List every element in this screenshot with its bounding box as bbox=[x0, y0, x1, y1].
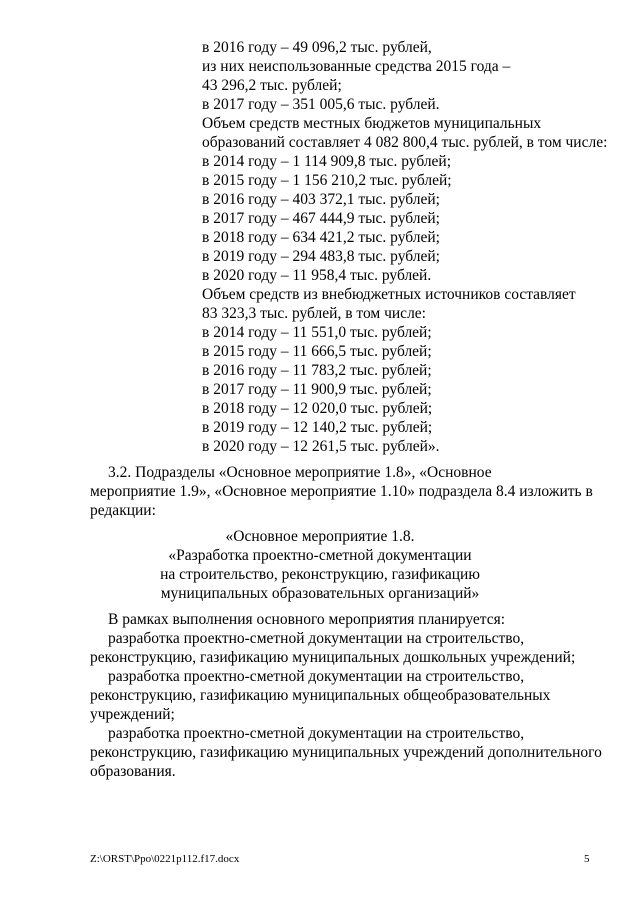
text-line: образований составляет 4 082 800,4 тыс. рублей, в том числе: bbox=[202, 134, 608, 151]
text-line: в 2017 году – 351 005,6 тыс. рублей. bbox=[202, 96, 440, 113]
text-line: в 2018 году – 12 020,0 тыс. рублей; bbox=[202, 400, 433, 417]
text-line: в 2015 году – 1 156 210,2 тыс. рублей; bbox=[202, 172, 452, 189]
text-line: В рамках выполнения основного мероприятия планируется: bbox=[108, 611, 506, 628]
text-line: в 2014 году – 11 551,0 тыс. рублей; bbox=[202, 324, 432, 341]
text-line: реконструкцию, газификацию муниципальных общеобразовательных bbox=[90, 687, 551, 704]
text-line: в 2020 году – 11 958,4 тыс. рублей. bbox=[202, 267, 432, 284]
text-line: разработка проектно-сметной документации на строительство, bbox=[108, 668, 525, 685]
text-line: Объем средств из внебюджетных источников составляет bbox=[202, 286, 576, 303]
text-line: в 2016 году – 49 096,2 тыс. рублей, bbox=[202, 39, 432, 56]
text-line: реконструкцию, газификацию муниципальных учреждений дополнительного bbox=[90, 744, 602, 761]
text-line: образования. bbox=[90, 763, 176, 780]
text-line: в 2016 году – 11 783,2 тыс. рублей; bbox=[202, 362, 432, 379]
text-line: в 2017 году – 11 900,9 тыс. рублей; bbox=[202, 381, 432, 398]
heading-line: на строительство, реконструкцию, газификацию bbox=[160, 566, 480, 583]
text-line: учреждений; bbox=[90, 706, 175, 723]
text-line: 83 323,3 тыс. рублей, в том числе: bbox=[202, 305, 426, 322]
text-line: в 2019 году – 12 140,2 тыс. рублей; bbox=[202, 419, 433, 436]
text-line: в 2019 году – 294 483,8 тыс. рублей; bbox=[202, 248, 440, 265]
text-line: разработка проектно-сметной документации на строительство, bbox=[108, 630, 525, 647]
text-line: мероприятие 1.9», «Основное мероприятие 1.10» подраздела 8.4 изложить в bbox=[90, 483, 593, 500]
page-number: 5 bbox=[584, 853, 590, 865]
footer-file-path: Z:\ORST\Ppo\0221p112.f17.docx bbox=[90, 853, 240, 865]
text-line: реконструкцию, газификацию муниципальных дошкольных учреждений; bbox=[90, 649, 576, 666]
text-line: в 2014 году – 1 114 909,8 тыс. рублей; bbox=[202, 153, 452, 170]
text-line: в 2017 году – 467 444,9 тыс. рублей; bbox=[202, 210, 440, 227]
heading-line: «Основное мероприятие 1.8. bbox=[225, 528, 415, 545]
text-line: в 2020 году – 12 261,5 тыс. рублей». bbox=[202, 438, 440, 455]
text-line: 3.2. Подразделы «Основное мероприятие 1.8», «Основное bbox=[108, 464, 492, 481]
text-line: Объем средств местных бюджетов муниципальных bbox=[202, 115, 542, 132]
text-line: в 2018 году – 634 421,2 тыс. рублей; bbox=[202, 229, 440, 246]
text-line: из них неиспользованные средства 2015 года – bbox=[202, 58, 511, 75]
text-line: в 2016 году – 403 372,1 тыс. рублей; bbox=[202, 191, 440, 208]
text-line: разработка проектно-сметной документации на строительство, bbox=[108, 725, 525, 742]
text-line: редакции: bbox=[90, 502, 156, 519]
text-line: 43 296,2 тыс. рублей; bbox=[202, 77, 342, 94]
heading-line: муниципальных образовательных организаций» bbox=[160, 585, 480, 602]
heading-line: «Разработка проектно-сметной документации bbox=[168, 547, 472, 564]
text-line: в 2015 году – 11 666,5 тыс. рублей; bbox=[202, 343, 432, 360]
